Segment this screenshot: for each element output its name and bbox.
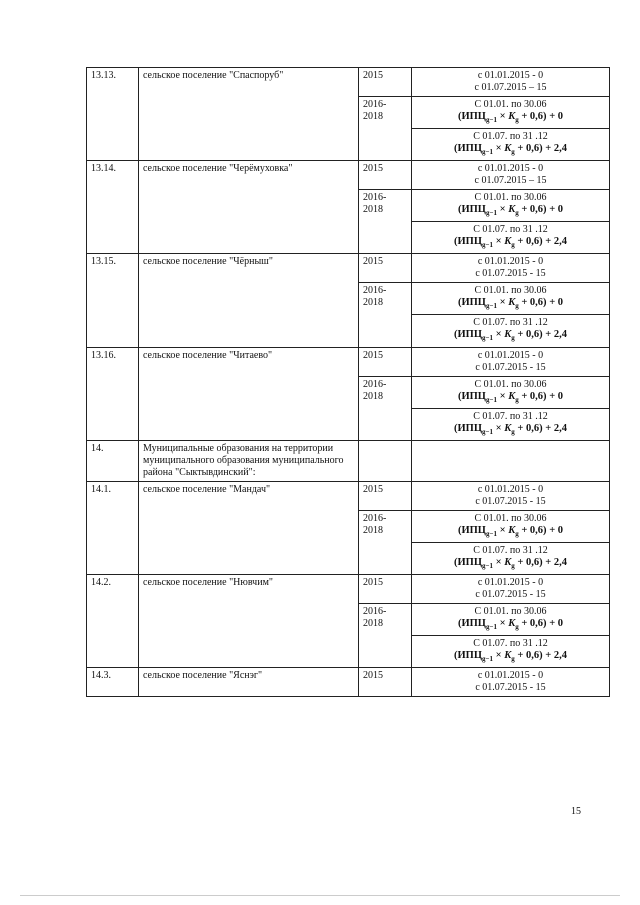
empty-cell — [412, 440, 610, 481]
row-number: 14. — [87, 440, 139, 481]
table-row — [87, 481, 610, 510]
section-title: Муниципальные образования на территории муниципального образования муниципального района "Сыктывдинский": — [139, 440, 359, 481]
value-cell: с 01.01.2015 - 0 с 01.07.2015 – 15 — [412, 161, 610, 190]
table-row — [87, 574, 610, 603]
year-cell: 2015 — [359, 481, 412, 510]
row-number: 14.1. — [87, 481, 139, 574]
row-number: 13.14. — [87, 161, 139, 254]
footer-divider — [20, 895, 620, 896]
formula-cell: С 01.07. по 31 .12 $(ИПЦ_{g-1} \times K_g + 0,6) + 2,4$ — [412, 222, 610, 254]
settlement-name: сельское поселение "Чёрныш" — [139, 254, 359, 347]
year-cell: 2015 — [359, 347, 412, 376]
year-cell: 2015 — [359, 68, 412, 97]
table-row — [87, 68, 610, 97]
page-number: 15 — [571, 806, 581, 817]
row-number: 13.13. — [87, 68, 139, 161]
formula-cell: С 01.01. по 30.06 $(ИПЦ_{g-1} \times K_g + 0,6) + 0$ — [412, 283, 610, 315]
year-range-cell: 2016- 2018 — [359, 97, 412, 161]
year-range-cell: 2016- 2018 — [359, 283, 412, 347]
formula-cell: С 01.01. по 30.06 $(ИПЦ_{g-1} \times K_g + 0,6) + 0$ — [412, 97, 610, 129]
formula: $(ИПЦ_{g-1} \times K_g + 0,6) + 0$ — [457, 297, 564, 311]
settlement-name: сельское поселение "Спаспоруб" — [139, 68, 359, 161]
formula-cell: С 01.01. по 30.06 $(ИПЦ_{g-1} \times K_g + 0,6) + 0$ — [412, 190, 610, 222]
year-range-cell: 2016- 2018 — [359, 190, 412, 254]
formula-cell: С 01.01. по 30.06 $(ИПЦ_{g-1} \times K_g + 0,6) + 0$ — [412, 510, 610, 542]
year-range-cell: 2016- 2018 — [359, 603, 412, 667]
value-cell: с 01.01.2015 - 0 с 01.07.2015 - 15 — [412, 574, 610, 603]
formula: $(ИПЦ_{g-1} \times K_g + 0,6) + 0$ — [457, 111, 564, 125]
settlement-name: сельское поселение "Яснэг" — [139, 668, 359, 697]
formula: $(ИПЦ_{g-1} \times K_g + 0,6) + 0$ — [457, 617, 564, 632]
settlement-name: сельское поселение "Черёмуховка" — [139, 161, 359, 254]
formula: $(ИПЦ_{g-1} \times K_g + 0,6) + 2,4$ — [454, 236, 567, 250]
formula: $(ИПЦ_{g-1} \times K_g + 0,6) + 0$ — [457, 390, 564, 404]
settlement-name: сельское поселение "Нювчим" — [139, 574, 359, 667]
table-row — [87, 161, 610, 190]
row-number: 14.3. — [87, 668, 139, 697]
formula: $(ИПЦ_{g-1} \times K_g + 0,6) + 0$ — [457, 204, 564, 218]
formula: $(ИПЦ_{g-1} \times K_g + 0,6) + 2,4$ — [454, 650, 567, 664]
formula: $(ИПЦ_{g-1} \times K_g + 0,6) + 2,4$ — [454, 143, 567, 157]
formula: $(ИПЦ_{g-1} \times K_g + 0,6) + 0$ — [457, 524, 564, 538]
value-cell: с 01.01.2015 - 0 с 01.07.2015 - 15 — [412, 668, 610, 697]
value-cell: с 01.01.2015 - 0 с 01.07.2015 - 15 — [412, 481, 610, 510]
value-cell: с 01.01.2015 - 0 с 01.07.2015 - 15 — [412, 347, 610, 376]
empty-cell — [359, 440, 412, 481]
section-row — [87, 440, 610, 481]
formula: $(ИПЦ_{g-1} \times K_g + 0,6) + 2,4$ — [454, 329, 567, 343]
formula: $(ИПЦ_{g-1} \times K_g + 0,6) + 2,4$ — [454, 556, 567, 570]
table-row — [87, 254, 610, 283]
value-cell: с 01.01.2015 - 0 с 01.07.2015 - 15 — [412, 254, 610, 283]
year-cell: 2015 — [359, 161, 412, 190]
row-number: 14.2. — [87, 574, 139, 667]
year-cell: 2015 — [359, 574, 412, 603]
settlement-name: сельское поселение "Мандач" — [139, 481, 359, 574]
formula-cell: С 01.07. по 31 .12 $(ИПЦ_{g-1} \times K_g + 0,6) + 2,4$ — [412, 408, 610, 440]
formula-cell: С 01.07. по 31 .12 $(ИПЦ_{g-1} \times K_g + 0,6) + 2,4$ — [412, 315, 610, 347]
settlement-name: сельское поселение "Читаево" — [139, 347, 359, 440]
table-row — [87, 668, 610, 697]
formula-cell: С 01.01. по 30.06 $(ИПЦ_{g-1} \times K_g + 0,6) + 0$ — [412, 376, 610, 408]
year-cell: 2015 — [359, 254, 412, 283]
row-number: 13.15. — [87, 254, 139, 347]
formula-cell: С 01.07. по 31 .12 $(ИПЦ_{g-1} \times K_g + 0,6) + 2,4$ — [412, 129, 610, 161]
row-number: 13.16. — [87, 347, 139, 440]
formula-cell: С 01.07. по 31 .12 $(ИПЦ_{g-1} \times K_g + 0,6) + 2,4$ — [412, 636, 610, 668]
formula-cell: С 01.01. по 30.06 $(ИПЦ_{g-1} \times K_g + 0,6) + 0$ — [412, 603, 610, 635]
table-row — [87, 347, 610, 376]
year-range-cell: 2016- 2018 — [359, 510, 412, 574]
formula-cell: С 01.07. по 31 .12 $(ИПЦ_{g-1} \times K_g + 0,6) + 2,4$ — [412, 542, 610, 574]
year-range-cell: 2016- 2018 — [359, 376, 412, 440]
tariff-table — [86, 67, 610, 697]
formula: $(ИПЦ_{g-1} \times K_g + 0,6) + 2,4$ — [454, 422, 567, 436]
value-cell: с 01.01.2015 - 0 с 01.07.2015 – 15 — [412, 68, 610, 97]
year-cell: 2015 — [359, 668, 412, 697]
